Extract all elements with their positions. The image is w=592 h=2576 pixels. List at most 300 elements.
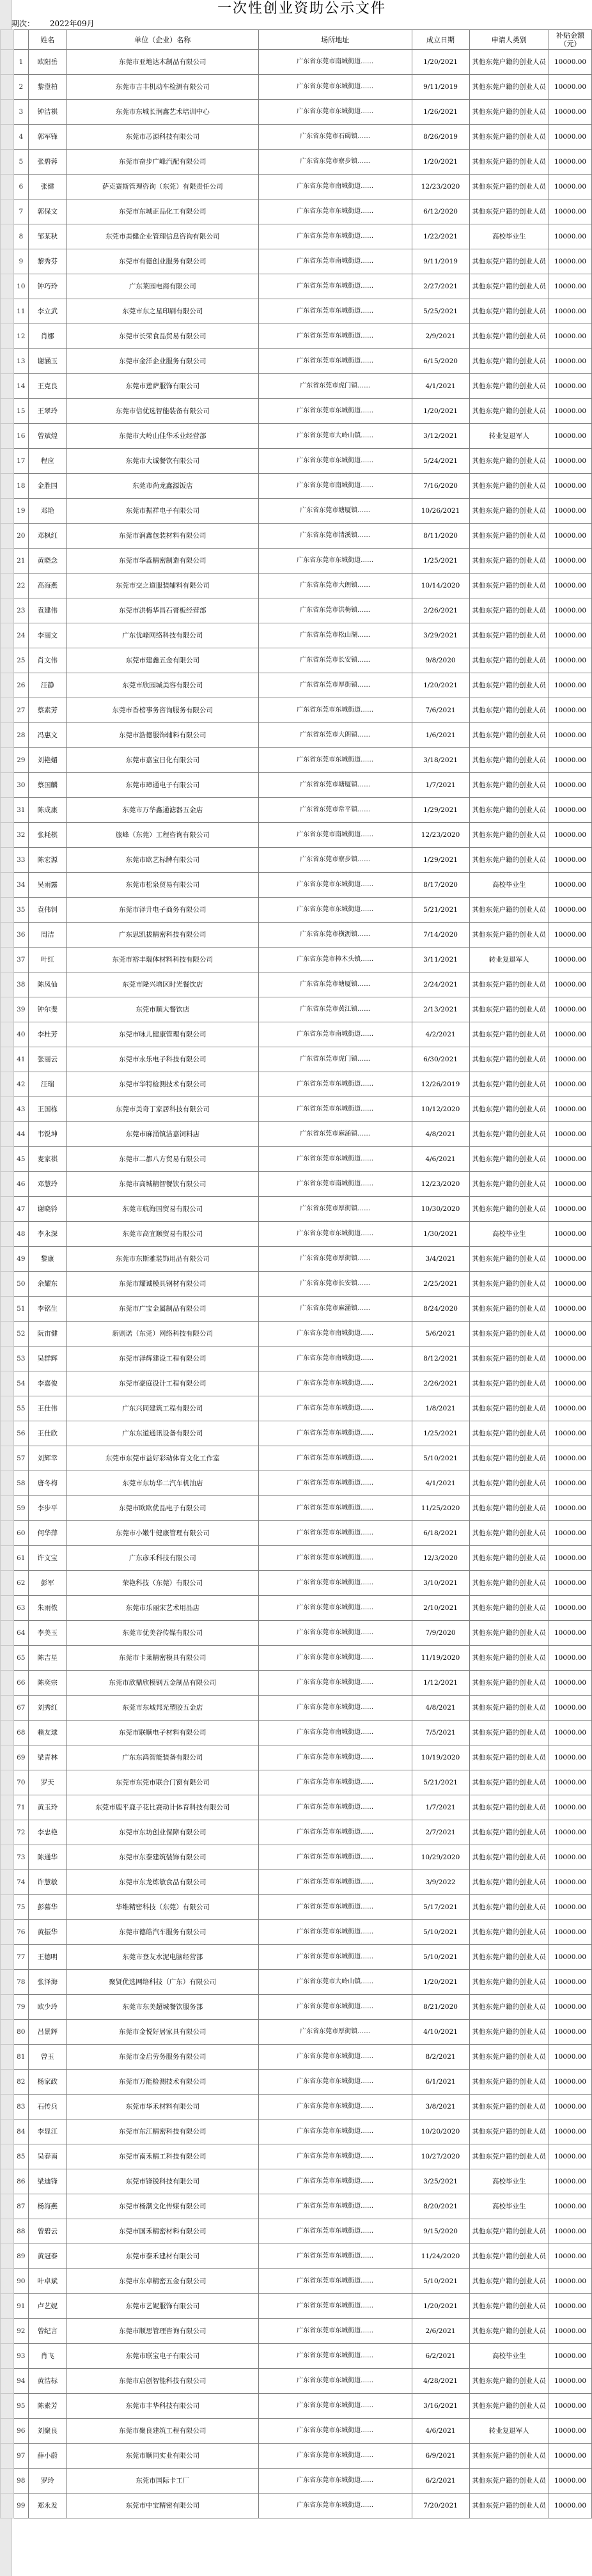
establish-date: 9/11/2019: [412, 249, 469, 274]
row-index: 32: [13, 823, 28, 848]
subsidy-amount: 10000.00: [549, 2070, 592, 2095]
applicant-name: 邹某秋: [28, 224, 66, 249]
establish-date: 3/29/2021: [412, 623, 469, 648]
applicant-name: 黄玉玲: [28, 1795, 66, 1820]
company-name: 东莞市永乐电子科技有限公司: [66, 1047, 258, 1072]
applicant-name: 彭慕华: [28, 1895, 66, 1920]
row-number-cell: [1, 1721, 14, 1745]
row-number-cell: [1, 2394, 14, 2419]
row-index: 88: [13, 2219, 28, 2244]
subsidy-amount: 10000.00: [549, 1072, 592, 1097]
row-index: 5: [13, 150, 28, 175]
table-row: [1, 898, 592, 923]
row-number-cell: [1, 125, 14, 150]
company-name: 东莞市润鑫包装材料有限公司: [66, 524, 258, 549]
row-number-cell: [1, 199, 14, 224]
row-index: 52: [13, 1322, 28, 1347]
company-name: 东莞市泰禾建材有限公司: [66, 2244, 258, 2269]
company-name: 东莞市亚地达木制品有限公司: [66, 50, 258, 75]
table-row: [1, 2319, 592, 2344]
row-number-cell: [1, 1895, 14, 1920]
table-row: [1, 399, 592, 424]
applicant-name: 谢涵玉: [28, 349, 66, 374]
applicant-category: 其他东莞户籍的创业人员: [469, 623, 549, 648]
table-row: [1, 1172, 592, 1197]
subsidy-amount: 10000.00: [549, 1496, 592, 1521]
business-address: 广东省东莞市东城街道……: [258, 1571, 412, 1596]
establish-date: 12/23/2020: [412, 823, 469, 848]
subsidy-amount: 10000.00: [549, 1371, 592, 1396]
company-name: 东莞市聚良建筑工程有限公司: [66, 2419, 258, 2444]
business-address: 广东省东莞市东城街道……: [258, 1671, 412, 1696]
establish-date: 10/20/2020: [412, 2119, 469, 2144]
table-row: [1, 424, 592, 449]
table-row: [1, 948, 592, 972]
subsidy-amount: 10000.00: [549, 2194, 592, 2219]
table-row: [1, 1147, 592, 1172]
applicant-name: 刘聚良: [28, 2419, 66, 2444]
subsidy-amount: 10000.00: [549, 898, 592, 923]
table-row: [1, 1496, 592, 1521]
applicant-name: 刘艳媚: [28, 748, 66, 773]
applicant-name: 李杜芳: [28, 1022, 66, 1047]
establish-date: 2/9/2021: [412, 324, 469, 349]
establish-date: 1/25/2021: [412, 549, 469, 574]
row-index: 12: [13, 324, 28, 349]
subsidy-amount: 10000.00: [549, 1970, 592, 1995]
row-index: 46: [13, 1172, 28, 1197]
company-name: 东莞市高宜顺贸易有限公司: [66, 1222, 258, 1247]
subsidy-amount: 10000.00: [549, 2244, 592, 2269]
row-number-cell: [1, 2144, 14, 2169]
business-address: 广东省东莞市东城街道……: [258, 1845, 412, 1870]
establish-date: 6/15/2020: [412, 349, 469, 374]
establish-date: 2/10/2021: [412, 1596, 469, 1621]
applicant-category: 其他东莞户籍的创业人员: [469, 1396, 549, 1421]
applicant-category: 其他东莞户籍的创业人员: [469, 175, 549, 199]
business-address: 广东省东莞市东城街道……: [258, 549, 412, 574]
applicant-name: 邓枫红: [28, 524, 66, 549]
establish-date: 1/22/2021: [412, 224, 469, 249]
row-index: 29: [13, 748, 28, 773]
applicant-category: 其他东莞户籍的创业人员: [469, 2369, 549, 2394]
applicant-name: 叶卓斌: [28, 2269, 66, 2294]
company-name: 东莞市豪庭设计工程有限公司: [66, 1371, 258, 1396]
row-number-cell: [1, 2020, 14, 2045]
establish-date: 4/1/2021: [412, 374, 469, 399]
business-address: 广东省东莞市东城街道……: [258, 1496, 412, 1521]
company-name: 东莞市登友水泥电脑经营部: [66, 1945, 258, 1970]
company-name: 华维精密科技（东莞）有限公司: [66, 1895, 258, 1920]
establish-date: 10/19/2020: [412, 1745, 469, 1770]
business-address: 广东省东莞市南城街道……: [258, 1172, 412, 1197]
company-name: 东莞市麻涌镇洁嘉饲料店: [66, 1122, 258, 1147]
row-number-cell: [1, 175, 14, 199]
table-row: [1, 1097, 592, 1122]
applicant-name: 郭军锋: [28, 125, 66, 150]
applicant-category: 其他东莞户籍的创业人员: [469, 2045, 549, 2070]
row-number-cell: [1, 349, 14, 374]
subsidy-amount: 10000.00: [549, 1820, 592, 1845]
table-row: [1, 1247, 592, 1272]
company-name: 东莞市泽辉建设工程有限公司: [66, 1347, 258, 1371]
subsidy-amount: 10000.00: [549, 524, 592, 549]
business-address: 广东省东莞市东城街道……: [258, 698, 412, 723]
business-address: 广东省东莞市南城街道……: [258, 175, 412, 199]
row-number-cell: [1, 1297, 14, 1322]
applicant-name: 梁青林: [28, 1745, 66, 1770]
row-index: 20: [13, 524, 28, 549]
applicant-name: 黎澄柏: [28, 75, 66, 100]
applicant-name: 曾玉: [28, 2045, 66, 2070]
applicant-name: 唐冬梅: [28, 1471, 66, 1496]
document-title: 一次性创业资助公示文件: [217, 1, 386, 17]
business-address: 广东省东莞市东城街道……: [258, 873, 412, 898]
business-address: 广东省东莞市虎门镇……: [258, 374, 412, 399]
applicant-name: 李铭生: [28, 1297, 66, 1322]
header-amount: 补贴金额（元）: [549, 30, 592, 50]
subsidy-amount: 10000.00: [549, 574, 592, 598]
business-address: 广东省东莞市东城街道……: [258, 2219, 412, 2244]
row-number-cell: [1, 673, 14, 698]
business-address: 广东省东莞市东城街道……: [258, 75, 412, 100]
subsidy-amount: 10000.00: [549, 997, 592, 1022]
applicant-category: 其他东莞户籍的创业人员: [469, 1496, 549, 1521]
applicant-category: 其他东莞户籍的创业人员: [469, 2119, 549, 2144]
subsidy-amount: 10000.00: [549, 424, 592, 449]
business-address: 广东省东莞市厚街镇……: [258, 1197, 412, 1222]
company-name: 东莞市浩德服饰辅料有限公司: [66, 723, 258, 748]
establish-date: 10/30/2020: [412, 1197, 469, 1222]
applicant-category: 其他东莞户籍的创业人员: [469, 698, 549, 723]
establish-date: 5/10/2021: [412, 1945, 469, 1970]
business-address: 广东省东莞市东城街道……: [258, 2095, 412, 2119]
row-index: 70: [13, 1770, 28, 1795]
business-address: 广东省东莞市长安镇……: [258, 1272, 412, 1297]
table-row: [1, 1721, 592, 1745]
company-name: 东莞市航海国贸易有限公司: [66, 1197, 258, 1222]
establish-date: 3/4/2021: [412, 1247, 469, 1272]
row-index: 98: [13, 2469, 28, 2494]
applicant-category: 转业复退军人: [469, 2419, 549, 2444]
table-row: [1, 349, 592, 374]
applicant-name: 陈奕宗: [28, 1671, 66, 1696]
business-address: 广东省东莞市东城街道……: [258, 2119, 412, 2144]
establish-date: 5/10/2021: [412, 1446, 469, 1471]
table-row: [1, 574, 592, 598]
applicant-name: 王仕伟: [28, 1396, 66, 1421]
subsidy-amount: 10000.00: [549, 1396, 592, 1421]
subsidy-amount: 10000.00: [549, 1297, 592, 1322]
company-name: 东莞市长荣食品贸易有限公司: [66, 324, 258, 349]
row-index: 4: [13, 125, 28, 150]
company-name: 东莞市小嫩牛健康管理有限公司: [66, 1521, 258, 1546]
row-index: 48: [13, 1222, 28, 1247]
subsidy-amount: 10000.00: [549, 1521, 592, 1546]
applicant-name: 王翠玲: [28, 399, 66, 424]
row-index: 44: [13, 1122, 28, 1147]
applicant-name: 李忠艳: [28, 1820, 66, 1845]
applicant-category: 其他东莞户籍的创业人员: [469, 324, 549, 349]
business-address: 广东省东莞市南城街道……: [258, 249, 412, 274]
company-name: 东莞市丰华科技有限公司: [66, 2394, 258, 2419]
row-index: 58: [13, 1471, 28, 1496]
row-index: 99: [13, 2494, 28, 2518]
row-number-cell: [1, 474, 14, 499]
company-name: 东莞市金悦好居家具有限公司: [66, 2020, 258, 2045]
establish-date: 6/2/2021: [412, 2344, 469, 2369]
subsidy-amount: 10000.00: [549, 249, 592, 274]
row-index: 73: [13, 1845, 28, 1870]
applicant-category: 其他东莞户籍的创业人员: [469, 798, 549, 823]
subsidy-amount: 10000.00: [549, 698, 592, 723]
row-number-cell: [1, 2444, 14, 2469]
company-name: 东莞市德皓汽车服务有限公司: [66, 1920, 258, 1945]
business-address: 广东省东莞市东城街道……: [258, 2369, 412, 2394]
table-row: [1, 50, 592, 75]
row-number-cell: [1, 1197, 14, 1222]
subsidy-amount: 10000.00: [549, 798, 592, 823]
row-number-cell: [1, 798, 14, 823]
row-number-cell: [1, 374, 14, 399]
establish-date: 10/27/2020: [412, 2144, 469, 2169]
applicant-category: 其他东莞户籍的创业人员: [469, 1446, 549, 1471]
company-name: 东莞市东城邦光塑胶五金店: [66, 1696, 258, 1721]
establish-date: 3/18/2021: [412, 748, 469, 773]
establish-date: 5/25/2021: [412, 299, 469, 324]
business-address: 广东省东莞市东城街道……: [258, 2194, 412, 2219]
establish-date: 6/18/2021: [412, 1521, 469, 1546]
applicant-name: 欧阳岳: [28, 50, 66, 75]
table-row: [1, 2419, 592, 2444]
table-row: [1, 1521, 592, 1546]
business-address: 广东省东莞市塘厦镇……: [258, 773, 412, 798]
table-row: [1, 1945, 592, 1970]
business-address: 广东省东莞市东城街道……: [258, 1945, 412, 1970]
company-name: 东莞市中宝精密有限公司: [66, 2494, 258, 2518]
company-name: 东莞市欧艺标牌有限公司: [66, 848, 258, 873]
applicant-category: 其他东莞户籍的创业人员: [469, 524, 549, 549]
row-number-cell: [1, 873, 14, 898]
applicant-category: 其他东莞户籍的创业人员: [469, 1172, 549, 1197]
subsidy-amount: 10000.00: [549, 2219, 592, 2244]
applicant-name: 钟尔斐: [28, 997, 66, 1022]
company-name: 东莞市锋锐科技有限公司: [66, 2169, 258, 2194]
table-row: [1, 673, 592, 698]
company-name: 新则诺（东莞）网络科技有限公司: [66, 1322, 258, 1347]
applicant-category: 其他东莞户籍的创业人员: [469, 75, 549, 100]
company-name: 东莞市东泰建筑装饰有限公司: [66, 1845, 258, 1870]
table-row: [1, 2394, 592, 2419]
period-label: 期次：: [12, 19, 35, 28]
establish-date: 9/11/2019: [412, 75, 469, 100]
table-row: [1, 2294, 592, 2319]
row-number-cell: [1, 1347, 14, 1371]
table-row: [1, 2169, 592, 2194]
table-row: [1, 125, 592, 150]
subsidy-amount: 10000.00: [549, 374, 592, 399]
applicant-name: 陈吉星: [28, 1646, 66, 1671]
row-number-cell: [1, 1770, 14, 1795]
business-address: 广东省东莞市塘厦镇……: [258, 972, 412, 997]
table-row: [1, 698, 592, 723]
applicant-category: 其他东莞户籍的创业人员: [469, 1122, 549, 1147]
row-number-cell: [1, 648, 14, 673]
row-number-cell: [1, 424, 14, 449]
applicant-name: 黄振华: [28, 1920, 66, 1945]
subsidy-amount: 10000.00: [549, 1770, 592, 1795]
establish-date: 10/29/2020: [412, 1845, 469, 1870]
row-index: 57: [13, 1446, 28, 1471]
business-address: 广东省东莞市东城街道……: [258, 1895, 412, 1920]
company-name: 东莞市东江精密科技有限公司: [66, 2119, 258, 2144]
row-index: 65: [13, 1646, 28, 1671]
row-index: 23: [13, 598, 28, 623]
row-index: 64: [13, 1621, 28, 1646]
company-name: 广东思凯拔精密科技有限公司: [66, 923, 258, 948]
business-address: 广东省东莞市东城街道……: [258, 2045, 412, 2070]
applicant-name: 钟巧玲: [28, 274, 66, 299]
row-number-cell: [1, 2469, 14, 2494]
table-row: [1, 1621, 592, 1646]
business-address: 广东省东莞市东城街道……: [258, 299, 412, 324]
business-address: 广东省东莞市虎门镇……: [258, 1047, 412, 1072]
establish-date: 1/12/2021: [412, 1671, 469, 1696]
applicant-category: 其他东莞户籍的创业人员: [469, 673, 549, 698]
establish-date: 2/7/2021: [412, 1820, 469, 1845]
establish-date: 3/25/2021: [412, 2169, 469, 2194]
row-number-cell: [1, 948, 14, 972]
company-name: 东莞市莲萨服饰有限公司: [66, 374, 258, 399]
row-index: 47: [13, 1197, 28, 1222]
table-row: [1, 972, 592, 997]
subsidy-amount: 10000.00: [549, 1745, 592, 1770]
subsidy-amount: 10000.00: [549, 1646, 592, 1671]
applicant-category: 其他东莞户籍的创业人员: [469, 1795, 549, 1820]
row-index: 80: [13, 2020, 28, 2045]
row-index: 21: [13, 549, 28, 574]
table-body: [1, 50, 592, 2518]
establish-date: 8/2/2021: [412, 2045, 469, 2070]
business-address: 广东省东莞市东城街道……: [258, 748, 412, 773]
table-row: [1, 2244, 592, 2269]
table-row: [1, 75, 592, 100]
table-row: [1, 1671, 592, 1696]
applicant-name: 陈凤仙: [28, 972, 66, 997]
establish-date: 7/9/2020: [412, 1621, 469, 1646]
applicant-name: 郭保文: [28, 199, 66, 224]
row-index: 92: [13, 2319, 28, 2344]
row-number-cell: [1, 499, 14, 524]
business-address: 广东省东莞市东城街道……: [258, 898, 412, 923]
business-address: 广东省东莞市大岭山镇……: [258, 424, 412, 449]
row-number-cell: [1, 1995, 14, 2020]
applicant-category: 其他东莞户籍的创业人员: [469, 1596, 549, 1621]
row-index: 95: [13, 2394, 28, 2419]
row-index: 37: [13, 948, 28, 972]
business-address: 广东省东莞市南城街道……: [258, 1322, 412, 1347]
company-name: 东莞市欣园城美容有限公司: [66, 673, 258, 698]
table-row: [1, 1970, 592, 1995]
establish-date: 1/29/2021: [412, 798, 469, 823]
row-number-cell: [1, 2095, 14, 2119]
establish-date: 1/20/2021: [412, 2294, 469, 2319]
establish-date: 8/21/2020: [412, 1995, 469, 2020]
company-name: 东莞市东斯雅装饰用品有限公司: [66, 1247, 258, 1272]
establish-date: 10/26/2021: [412, 499, 469, 524]
row-index: 8: [13, 224, 28, 249]
company-name: 东莞市顺思管理咨询有限公司: [66, 2319, 258, 2344]
applicant-category: 高校毕业生: [469, 224, 549, 249]
business-address: 广东省东莞市厚街镇……: [258, 2020, 412, 2045]
row-index: 15: [13, 399, 28, 424]
applicant-category: 其他东莞户籍的创业人员: [469, 1820, 549, 1845]
applicant-name: 彭军: [28, 1571, 66, 1596]
applicant-category: 其他东莞户籍的创业人员: [469, 1047, 549, 1072]
row-number-cell: [1, 1047, 14, 1072]
table-row: [1, 1596, 592, 1621]
subsidy-amount: 10000.00: [549, 1621, 592, 1646]
table-row: [1, 1845, 592, 1870]
business-address: 广东省东莞市东城街道……: [258, 1621, 412, 1646]
company-name: 东莞市交之道服装辅料有限公司: [66, 574, 258, 598]
header-seq: [13, 30, 28, 50]
row-number-cell: [1, 2344, 14, 2369]
company-name: 东莞市广宝金属制品有限公司: [66, 1297, 258, 1322]
row-index: 83: [13, 2095, 28, 2119]
row-index: 79: [13, 1995, 28, 2020]
applicant-category: 其他东莞户籍的创业人员: [469, 1072, 549, 1097]
table-row: [1, 2194, 592, 2219]
applicant-category: 其他东莞户籍的创业人员: [469, 1671, 549, 1696]
table-row: [1, 1995, 592, 2020]
company-name: 东莞市东城正品化工有限公司: [66, 199, 258, 224]
applicant-name: 张丽云: [28, 1047, 66, 1072]
applicant-category: 其他东莞户籍的创业人员: [469, 1895, 549, 1920]
header-row: [1, 30, 592, 50]
applicant-category: 高校毕业生: [469, 873, 549, 898]
subsidy-amount: 10000.00: [549, 274, 592, 299]
business-address: 广东省东莞市麻涌镇……: [258, 1122, 412, 1147]
business-address: 广东省东莞市东城街道……: [258, 1147, 412, 1172]
applicant-name: 吴雨露: [28, 873, 66, 898]
applicant-name: 吴春南: [28, 2144, 66, 2169]
establish-date: 10/14/2020: [412, 574, 469, 598]
company-name: 东莞市东之星印刷有限公司: [66, 299, 258, 324]
company-name: 东莞市尚龙鑫源饭店: [66, 474, 258, 499]
company-name: 东莞市振祥电子有限公司: [66, 499, 258, 524]
row-index: 36: [13, 923, 28, 948]
table-row: [1, 2494, 592, 2518]
business-address: 广东省东莞市东城街道……: [258, 399, 412, 424]
subsidy-amount: 10000.00: [549, 2319, 592, 2344]
company-name: 东莞市东龙炼敏食品有限公司: [66, 1870, 258, 1895]
row-index: 34: [13, 873, 28, 898]
subsidy-amount: 10000.00: [549, 1696, 592, 1721]
business-address: 广东省东莞市大岭山镇……: [258, 1970, 412, 1995]
business-address: 广东省东莞市寮步镇……: [258, 848, 412, 873]
company-name: 东莞市东美超城餐饮服务部: [66, 1995, 258, 2020]
business-address: 广东省东莞市东城街道……: [258, 1770, 412, 1795]
table-row: [1, 524, 592, 549]
company-name: 东莞市欣鼎欣模钢五金制品有限公司: [66, 1671, 258, 1696]
row-index: 27: [13, 698, 28, 723]
company-name: 东莞市裕丰瑞体材料科技有限公司: [66, 948, 258, 972]
applicant-category: 其他东莞户籍的创业人员: [469, 1521, 549, 1546]
row-index: 40: [13, 1022, 28, 1047]
applicant-name: 杨家政: [28, 2070, 66, 2095]
business-address: 广东省东莞市松山湖……: [258, 623, 412, 648]
